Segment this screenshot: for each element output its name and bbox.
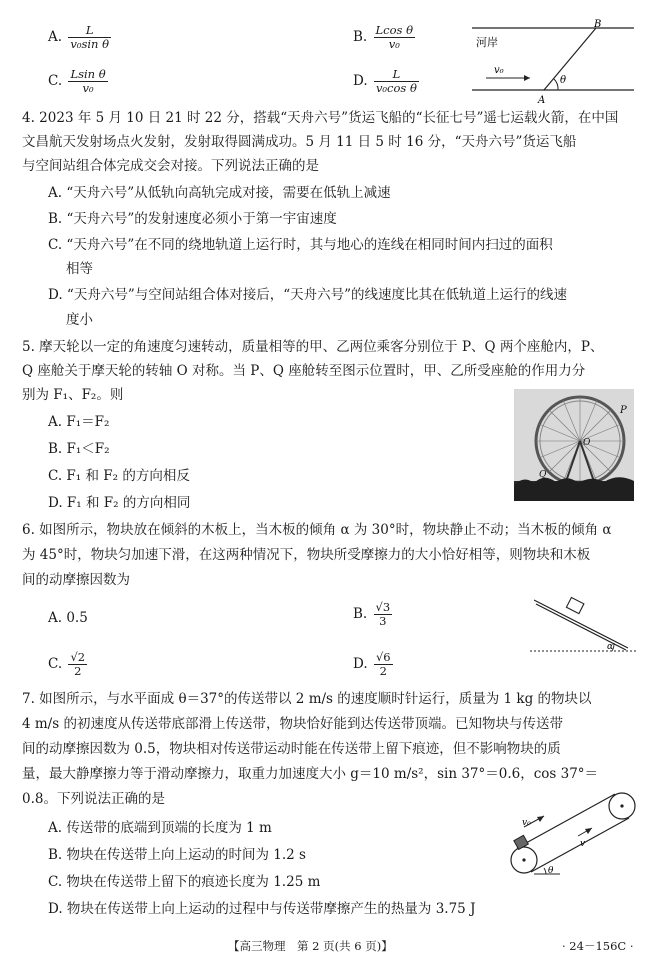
q6-option-d <box>353 651 393 678</box>
fraction <box>374 651 393 678</box>
q5-option-b: B. F₁＜F₂ <box>48 441 110 457</box>
q6-option-a: A. 0.5 <box>48 610 88 626</box>
q7-option-c: C. 物块在传送带上留下的痕迹长度为 1.25 m <box>48 874 321 890</box>
point-o-label: O <box>583 438 591 448</box>
q4-option-a: A. “天舟六号”从低轨向高轨完成对接，需要在低轨上减速 <box>48 185 391 201</box>
bottom-pulley-axle <box>522 858 525 861</box>
top-pulley-axle <box>620 804 623 807</box>
denominator: v₀sin θ <box>70 37 110 51</box>
v0-label: v₀ <box>522 818 531 828</box>
alpha-label: α <box>607 642 614 652</box>
q4-option-c: C. “天舟六号”在不同的绕地轨道上运行时，其与地心的连线在相同时间内扫过的面积 <box>48 237 553 253</box>
q3-option-b <box>353 24 415 51</box>
q6-stem-line: 6. 如图所示，物块放在倾斜的木板上，当木板的倾角 α 为 30°时，物块静止不动；当木板的倾角 α <box>22 522 612 538</box>
option-letter: D. <box>353 656 368 672</box>
fraction <box>374 601 393 628</box>
q5-stem-line: 5. 摩天轮以一定的角速度匀速转动，质量相等的甲、乙两位乘客分别位于 P、Q 两个座舱内，P、 <box>22 339 604 355</box>
q5-option-d: D. F₁ 和 F₂ 的方向相同 <box>48 495 191 511</box>
fraction <box>68 651 87 678</box>
denominator: 2 <box>74 664 82 678</box>
q5-stem-line: 别为 F₁、F₂。则 <box>22 387 124 403</box>
fraction <box>68 68 107 95</box>
q7-stem-line: 4 m/s 的初速度从传送带底部滑上传送带，物块恰好能到达传送带顶端。已知物块与传送带 <box>22 716 563 732</box>
q4-stem-line: 4. 2023 年 5 月 10 日 21 时 22 分，搭载“天舟六号”货运飞船的“长征七号”遥七运载火箭，在中国 <box>22 110 619 126</box>
denominator: v₀ <box>388 37 400 51</box>
crossing-path <box>544 28 596 90</box>
q3-option-d <box>353 68 419 95</box>
q4-option-b: B. “天舟六号”的发射速度必须小于第一宇宙速度 <box>48 211 337 227</box>
numerator: Lcos θ <box>375 23 413 37</box>
numerator: Lsin θ <box>70 67 106 81</box>
incline-figure <box>528 590 638 660</box>
q5-option-c: C. F₁ 和 F₂ 的方向相反 <box>48 468 190 484</box>
option-letter: B. <box>353 606 368 622</box>
fraction <box>68 24 111 51</box>
option-letter: A. <box>48 29 63 45</box>
q7-option-b: B. 物块在传送带上向上运动的时间为 1.2 s <box>48 847 306 863</box>
q4-stem-line: 与空间站组合体完成交会对接。下列说法正确的是 <box>22 158 319 174</box>
q7-option-a: A. 传送带的底端到顶端的长度为 1 m <box>48 820 272 836</box>
q6-option-b <box>353 601 392 628</box>
q5-option-a: A. F₁＝F₂ <box>48 414 110 430</box>
q4-option-c-cont: 相等 <box>66 261 93 277</box>
point-p-label: P <box>620 405 627 416</box>
page-footer-center: 【高三物理 第 2 页(共 6 页)】 <box>228 939 393 953</box>
fraction <box>374 24 415 51</box>
theta-arc <box>554 79 558 90</box>
numerator: √3 <box>375 600 391 614</box>
ferris-wheel-photo <box>514 389 634 501</box>
numerator: √6 <box>375 650 391 664</box>
numerator: L <box>68 24 111 38</box>
q5-stem-line: Q 座舱关于摩天轮的转轴 O 对称。当 P、Q 座舱转至图示位置时，甲、乙所受座舱的作用力分 <box>22 363 586 379</box>
numerator: √2 <box>70 650 86 664</box>
q7-stem-line: 量，最大静摩擦力等于滑动摩擦力，取重力加速度大小 g＝10 m/s²，sin 37°＝0.6，cos 37°＝ <box>22 766 599 782</box>
point-b-label: B <box>594 19 602 30</box>
point-a-label: A <box>538 95 546 106</box>
denominator: v₀ <box>82 81 94 95</box>
q7-stem-line: 7. 如图所示，与水平面成 θ＝37°的传送带以 2 m/s 的速度顺时针运行，质量为 1 kg 的物块以 <box>22 691 592 707</box>
denominator: 2 <box>379 664 387 678</box>
block <box>566 597 583 613</box>
conveyor-belt-figure <box>500 788 642 884</box>
fraction <box>374 68 419 95</box>
q7-option-d: D. 物块在传送带上向上运动的过程中与传送带摩擦产生的热量为 3.75 J <box>48 901 476 917</box>
q4-stem-line: 文昌航天发射场点火发射，发射取得圆满成功。5 月 11 日 5 时 16 分，“天舟六号”货运飞船 <box>22 134 577 150</box>
bank-label: 河岸 <box>476 36 498 49</box>
theta-label: θ <box>548 866 554 876</box>
river-crossing-figure <box>468 18 638 106</box>
belt-upper <box>517 794 615 848</box>
page-footer-code: · 24－156C · <box>562 939 634 953</box>
option-letter: C. <box>48 656 63 672</box>
option-letter: B. <box>353 29 368 45</box>
denominator: v₀cos θ <box>375 81 417 95</box>
theta-label: θ <box>560 75 567 86</box>
v0-label: v₀ <box>494 65 504 76</box>
q4-option-d: D. “天舟六号”与空间站组合体对接后，“天舟六号”的线速度比其在低轨道上运行的线速 <box>48 287 568 303</box>
numerator: L <box>374 68 419 82</box>
v0-arrowhead <box>524 75 530 81</box>
option-letter: C. <box>48 73 63 89</box>
q3-option-a <box>48 24 111 51</box>
q7-stem-line: 0.8。下列说法正确的是 <box>22 791 165 807</box>
v-label: v <box>580 839 586 849</box>
option-letter: D. <box>353 73 368 89</box>
q6-option-c <box>48 651 87 678</box>
q4-option-d-cont: 度小 <box>66 312 93 328</box>
q7-stem-line: 间的动摩擦因数为 0.5，物块相对传送带运动时能在传送带上留下痕迹，但不影响物块的质 <box>22 741 561 757</box>
denominator: 3 <box>379 614 387 628</box>
q6-stem-line: 为 45°时，物块匀加速下滑，在这两种情况下，物块所受摩擦力的大小恰好相等，则物块和木板 <box>22 547 591 563</box>
point-q-label: Q <box>539 470 547 480</box>
q6-stem-line: 间的动摩擦因数为 <box>22 572 130 588</box>
q3-option-c <box>48 68 108 95</box>
theta-arc <box>544 868 546 874</box>
